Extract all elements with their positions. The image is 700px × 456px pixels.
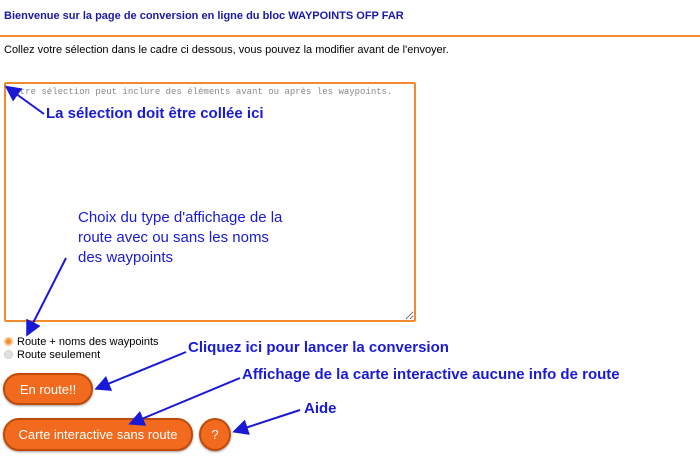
arrow-to-radio [28, 258, 66, 333]
arrow-to-convert-button [98, 352, 186, 388]
arrow-to-help-button [236, 410, 300, 431]
radio-label: Route seulement [17, 348, 101, 361]
interactive-map-button[interactable]: Carte interactive sans route [3, 418, 193, 451]
convert-button[interactable]: En route!! [3, 373, 93, 405]
annotation-line: des waypoints [78, 249, 174, 266]
annotation-paste-here: La sélection doit être collée ici [46, 105, 264, 122]
page-title: Bienvenue sur la page de conversion en ligne du bloc WAYPOINTS OFP FAR [4, 10, 404, 22]
radio-label: Route + noms des waypoints [17, 335, 159, 348]
annotation-line: route avec ou sans les noms [78, 229, 269, 246]
annotation-line: Choix du type d'affichage de la [78, 209, 283, 226]
help-button[interactable]: ? [199, 418, 231, 451]
annotation-click-convert: Cliquez ici pour lancer la conversion [188, 339, 449, 356]
annotation-map-display: Affichage de la carte interactive aucune info de route [242, 366, 620, 383]
instructions-text: Collez votre sélection dans le cadre ci dessous, vous pouvez la modifier avant de l'envoyer. [4, 44, 449, 56]
arrow-to-paste-area [8, 88, 44, 114]
arrow-to-map-button [132, 378, 240, 423]
annotation-help: Aide [304, 400, 337, 417]
